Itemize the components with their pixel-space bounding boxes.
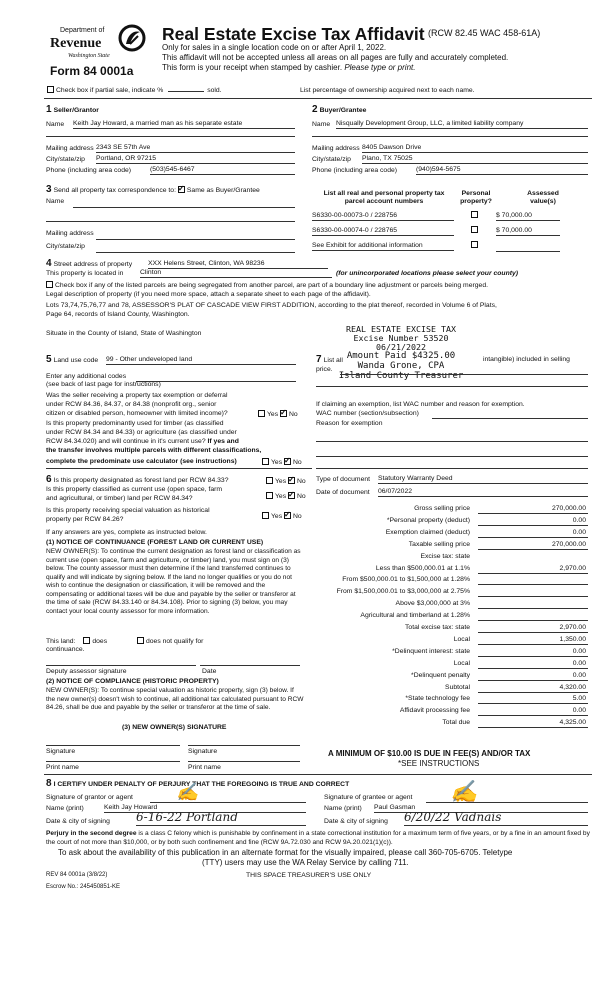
tax-row-value[interactable]: 4,320.00: [478, 684, 588, 693]
tax-row-value[interactable]: [478, 612, 588, 621]
additional-codes-label: Enter any additional codes: [46, 373, 127, 380]
parcel-row-3-number[interactable]: See Exhibit for additional information: [312, 242, 454, 251]
tax-row-label: Total due: [442, 719, 470, 727]
tax-row-value[interactable]: 2,970.00: [478, 624, 588, 633]
tax-row-value[interactable]: 0.00: [478, 707, 588, 716]
land-use-heading: 5 Land use code: [46, 354, 99, 365]
parcel-row-1-number[interactable]: S6330-00-00073-0 / 228756: [312, 212, 454, 221]
tax-row-value[interactable]: [478, 600, 588, 609]
availability-line1: To ask about the availability of this publication in an alternate format for the visually impaired, please call 360-705-6705. Teletype: [58, 848, 513, 857]
tax-row-label: Local: [453, 659, 470, 667]
tax-row: [312, 624, 588, 635]
form-title: Real Estate Excise Tax Affidavit: [162, 24, 425, 44]
forest-q2-no-checkbox[interactable]: [288, 492, 295, 499]
tax-row: [312, 576, 588, 587]
seller-city-field[interactable]: Portland, OR 97215: [96, 155, 295, 164]
buyer-name-field[interactable]: Nisqually Development Group, LLC, a limited liability company: [336, 120, 588, 129]
tax-row-value[interactable]: [478, 576, 588, 585]
tax-row-label: *Delinquent interest: state: [392, 647, 470, 655]
owner-print-name-label-1: Print name: [46, 764, 79, 771]
deputy-assessor-label: Deputy assessor signature: [46, 668, 127, 675]
correspondence-name-label: Name: [46, 198, 65, 205]
timber-no-checkbox[interactable]: [284, 458, 291, 465]
tax-row-label: From $500,000.01 to $1,500,000 at 1.28%: [342, 576, 470, 584]
form-number: Form 84 0001a: [50, 64, 134, 78]
forest-question-2-line2: and agricultural, or timber) land per RCW 84.34?: [46, 495, 193, 502]
tax-row-value[interactable]: 0.00: [478, 529, 588, 538]
tax-row: [312, 517, 588, 528]
tax-row-label: Local: [453, 635, 470, 643]
document-type-field[interactable]: Statutory Warranty Deed: [378, 475, 588, 484]
parcel-row-2-value[interactable]: $ 70,000.00: [496, 227, 560, 236]
timber-question-line5: complete the predominate use calculator (see instructions): [46, 458, 237, 465]
property-heading: 4 Street address of property: [46, 258, 133, 269]
perjury-notice: Perjury in the second degree is a class C felony which is punishable by confinement in a state correctional institution for a maximum term of five years, or by a fine in an amount fixed by the court of not more than $10,000, or by both such confinement and fine (RCW 9A.72.030 and RCW 9A.20.021(1)(c)).: [46, 830, 590, 846]
grantor-signature-label: Signature of grantor or agent: [46, 794, 133, 801]
forest-q3-yes-checkbox[interactable]: [262, 512, 269, 519]
exemption-no-checkbox[interactable]: [280, 410, 287, 417]
forest-question-2-line1: Is this property classified as current use (open space, farm: [46, 486, 223, 493]
timber-yes-checkbox[interactable]: [262, 458, 269, 465]
see-instructions-note: *SEE INSTRUCTIONS: [398, 759, 480, 768]
correspondence-heading: 3 Send all property tax correspondence to: ✓ Same as Buyer/Grantee: [46, 184, 260, 196]
tax-row-value[interactable]: [478, 588, 588, 597]
forest-q1-no-checkbox[interactable]: [288, 477, 295, 484]
notice-continuance-body: NEW OWNER(S): To continue the current designation as forest land or classification as current use (open space, farm and agriculture, or timber) land, you must sign on (3) below. The county assessor must then determine if the land transferred continues to qualify and will indicate by signing below. If the land no longer qualifies or you do not wish to continue the designation or classification, it will be removed and the compensating or additional taxes will be due and payable by the seller or transferor at the time of sale (RCW 84.33.140 or 84.34.108). Prior to signing (3) below, you may contact your local county assessor for more information.: [46, 548, 301, 615]
treasurer-use-label: THIS SPACE TREASURER'S USE ONLY: [246, 872, 372, 879]
grantor-date-label: Date & city of signing: [46, 818, 110, 825]
notice-compliance-body: NEW OWNER(S): To continue special valuation as historic property, sign (3) below. If the new owner(s) doesn't wish to continue, all additional tax calculated pursuant to RCW 84.26, shall be due and payable by the seller or transferor at the time of sale.: [46, 687, 304, 711]
tax-row-value[interactable]: 0.00: [478, 672, 588, 681]
timber-question-line4: the transfer involves multiple parcels with different classifications,: [46, 447, 262, 454]
tax-row-value[interactable]: 0.00: [478, 517, 588, 526]
tax-row: [312, 707, 588, 718]
segregated-row: Check box if any of the listed parcels are being segregated from another parcel, are part of a boundary line adjustment or parcels being merged.: [46, 281, 488, 290]
tax-row-value[interactable]: 5.00: [478, 695, 588, 704]
land-does-checkbox[interactable]: [83, 637, 90, 644]
tax-row-label: *Personal property (deduct): [386, 516, 470, 524]
grantee-name-label: Name (print): [324, 805, 362, 812]
buyer-heading: 2 Buyer/Grantee: [312, 104, 367, 115]
rcw-reference: (RCW 82.45 WAC 458-61A): [428, 28, 541, 38]
personal-property-price: price.: [316, 366, 333, 373]
tax-row-label: *Delinquent penalty: [411, 671, 470, 679]
treasurer-stamp: REAL ESTATE EXCISE TAX Excise Number 53520 06/21/2022 Amount Paid $4325.00 Wanda Grone, CPA Island County Treasurer: [338, 324, 464, 382]
land-does-not-checkbox[interactable]: [137, 637, 144, 644]
personal-property-text: intangible) included in selling: [483, 356, 570, 363]
tax-row-label: Affidavit processing fee: [399, 707, 470, 715]
timber-yes-no: Yes ✓ No: [262, 458, 302, 467]
tax-row-label: Total excise tax: state: [405, 624, 470, 631]
tax-row: [312, 505, 588, 516]
tax-row: [312, 660, 588, 671]
seller-phone-label: Phone (including area code): [46, 167, 132, 174]
certify-heading: 8 I CERTIFY UNDER PENALTY OF PERJURY THAT THE FOREGOING IS TRUE AND CORRECT: [46, 778, 350, 789]
segregated-checkbox[interactable]: [46, 281, 53, 288]
deputy-date-label: Date: [202, 668, 217, 675]
personal-property-heading: 7 List all: [316, 354, 343, 365]
tax-row-value[interactable]: [478, 553, 588, 562]
tax-row: [312, 612, 588, 623]
seller-mailing-field[interactable]: 2343 SE 57th Ave: [96, 144, 295, 153]
timber-question-line3: RCW 84.34.020) and will continue in it's current use? If yes and: [46, 438, 239, 445]
list-percentage-note: List percentage of ownership acquired next to each name.: [300, 87, 475, 94]
grantor-name-field[interactable]: Keith Jay Howard: [104, 804, 306, 813]
tax-row-label: Less than $500,000.01 at 1.1%: [375, 564, 470, 572]
forest-question-3-line1: Is this property receiving special valuation as historical: [46, 507, 210, 514]
located-in-field[interactable]: Clinton: [140, 269, 332, 278]
grantor-name-label: Name (print): [46, 805, 84, 812]
tax-row: [312, 565, 588, 576]
forest-q1-yes-checkbox[interactable]: [266, 477, 273, 484]
tax-row: [312, 684, 588, 695]
personal-col-header: Personal property?: [460, 190, 492, 205]
tax-row-value[interactable]: 2,970.00: [478, 565, 588, 574]
dept-line1: Department of: [60, 27, 105, 34]
same-as-buyer-checkbox[interactable]: [178, 186, 185, 193]
forest-q3-yes-no: Yes ✓ No: [262, 512, 302, 521]
buyer-phone-field[interactable]: (940)594-5675: [416, 166, 588, 175]
dept-line3: Washington State: [68, 53, 110, 59]
continuance-label: continuance.: [46, 646, 85, 653]
tax-row-label: Exemption claimed (deduct): [385, 528, 470, 536]
county-situate: Situate in the County of Island, State of Washington: [46, 330, 202, 337]
header-line2: This affidavit will not be accepted unless all areas on all pages are fully and accurately completed.: [162, 53, 509, 62]
notice-continuance-title: (1) NOTICE OF CONTINUANCE (FOREST LAND OR CURRENT USE): [46, 539, 264, 546]
tax-row-label: *State technology fee: [405, 695, 470, 703]
tax-row: [312, 600, 588, 611]
partial-sale-checkbox[interactable]: [47, 86, 54, 93]
unincorporated-note: (for unincorporated locations please select your county): [336, 270, 519, 277]
correspondence-city-label: City/state/zip: [46, 243, 85, 250]
if-yes-instruction: If any answers are yes, complete as instructed below.: [46, 529, 207, 536]
buyer-city-field[interactable]: Plano, TX 75025: [362, 155, 588, 164]
grantee-signature-label: Signature of grantee or agent: [324, 794, 413, 801]
document-date-field[interactable]: 06/07/2022: [378, 488, 588, 497]
parcel-row-1-value[interactable]: $ 70,000.00: [496, 212, 560, 221]
tax-row: [312, 529, 588, 540]
exemption-question-line3: citizen or disabled person, homeowner with limited income)?: [46, 410, 228, 417]
tax-row: [312, 636, 588, 647]
exemption-question-line1: Was the seller receiving a property tax exemption or deferral: [46, 392, 228, 399]
new-owner-signature-title: (3) NEW OWNER(S) SIGNATURE: [122, 724, 227, 731]
grantor-date-field[interactable]: 6-16-22 Portland: [136, 811, 306, 826]
forest-q3-no-checkbox[interactable]: [284, 512, 291, 519]
legal-description-line1: Lots 73,74,75,76,77 and 78, ASSESSOR'S PLAT OF CASCADE VIEW FIRST ADDITION, according to the plat thereof, recorded in Volume 6 of Plats,: [46, 302, 497, 309]
grantee-date-label: Date & city of signing: [324, 818, 388, 825]
tax-row-value[interactable]: 270,000.00: [478, 505, 588, 514]
tax-row-label: Agricultural and timberland at 1.28%: [360, 612, 470, 620]
tax-row: [312, 588, 588, 599]
document-type-label: Type of document: [316, 476, 371, 483]
seller-heading: 1 Seller/Grantor: [46, 104, 99, 115]
tax-row: [312, 648, 588, 659]
tax-row-value[interactable]: 0.00: [478, 660, 588, 669]
land-use-code-field[interactable]: 99 - Other undeveloped land: [106, 356, 296, 365]
grantee-signature-scribble: ✍: [450, 780, 478, 805]
tax-row-value[interactable]: 0.00: [478, 648, 588, 657]
this-land-row: This land: does does not qualify for: [46, 638, 204, 645]
tax-row-value[interactable]: 4,325.00: [478, 719, 588, 728]
buyer-name-label: Name: [312, 121, 331, 128]
seller-name-label: Name: [46, 121, 65, 128]
tax-row-label: Taxable selling price: [408, 540, 470, 548]
seller-city-label: City/state/zip: [46, 156, 85, 163]
tax-row: [312, 672, 588, 683]
tax-row-label: From $1,500,000.01 to $3,000,000 at 2.75%: [336, 588, 470, 596]
tax-row: [312, 541, 588, 552]
tax-row-value[interactable]: 1,350.00: [478, 636, 588, 645]
assessed-col-header: Assessed value(s): [527, 190, 559, 205]
tax-row: [312, 719, 588, 730]
revenue-logo-icon: [118, 24, 146, 52]
buyer-mailing-label: Mailing address: [312, 145, 360, 152]
partial-sale-row: Check box if partial sale, indicate % sold.: [47, 86, 222, 95]
exemption-yes-no: Yes ✓ No: [258, 410, 298, 419]
timber-question-line1: Is this property predominantly used for timber (as classified: [46, 420, 224, 427]
header-line1: Only for sales in a single location code on or after April 1, 2022.: [162, 43, 387, 52]
parcel-row-1-personal-checkbox[interactable]: [471, 211, 478, 218]
seller-mailing-label: Mailing address: [46, 145, 94, 152]
forest-question-3-line2: property per RCW 84.26?: [46, 516, 124, 523]
revision-label: REV 84 0001a (3/8/22): [46, 872, 108, 878]
forest-q1-yes-no: Yes ✓ No: [266, 477, 306, 486]
wac-number-label: WAC number (section/subsection): [316, 410, 419, 417]
correspondence-mailing-label: Mailing address: [46, 230, 94, 237]
owner-signature-label-1: Signature: [46, 748, 76, 755]
forest-q2-yes-checkbox[interactable]: [266, 492, 273, 499]
tax-row-label: Subtotal: [445, 683, 470, 691]
grantee-name-field[interactable]: Paul Gasman: [374, 804, 588, 813]
dept-line2: Revenue: [50, 36, 102, 51]
buyer-mailing-field[interactable]: 8405 Dawson Drive: [362, 144, 588, 153]
grantor-signature-scribble: ✍: [176, 782, 199, 803]
buyer-city-label: City/state/zip: [312, 156, 351, 163]
tax-row-label: Excise tax: state: [420, 552, 470, 560]
parcel-col-header: List all real and personal property tax parcel account numbers: [323, 190, 445, 205]
property-address-field[interactable]: XXX Helens Street, Clinton, WA 98236: [148, 260, 328, 269]
tax-row: [312, 553, 588, 564]
located-in-label: This property is located in: [46, 270, 124, 277]
tax-row-label: Gross selling price: [414, 505, 470, 512]
exemption-yes-checkbox[interactable]: [258, 410, 265, 417]
timber-question-line2: under RCW 84.34 and 84.33) or agriculture (as classified under: [46, 429, 237, 436]
forest-question-1: 6 Is this property designated as forest land per RCW 84.33?: [46, 474, 229, 485]
parcel-row-3-personal-checkbox[interactable]: [471, 241, 478, 248]
availability-line2: (TTY) users may use the WA Relay Service by calling 711.: [202, 858, 409, 867]
wac-instruction: If claiming an exemption, list WAC number and reason for exemption.: [316, 401, 525, 408]
buyer-phone-label: Phone (including area code): [312, 167, 398, 174]
grantee-date-field[interactable]: 6/20/22 Vadnais: [404, 811, 588, 826]
tax-row-label: Above $3,000,000 at 3%: [395, 600, 470, 608]
notice-compliance-title: (2) NOTICE OF COMPLIANCE (HISTORIC PROPERTY): [46, 678, 219, 685]
seller-name-field[interactable]: Keith Jay Howard, a married man as his separate estate: [73, 120, 295, 129]
exemption-question-line2: under RCW 84.36, 84.37, or 84.38 (nonprofit org., senior: [46, 401, 217, 408]
owner-signature-label-2: Signature: [188, 748, 218, 755]
see-back-note: (see back of last page for instructions): [46, 381, 161, 388]
legal-description-line2: Page 64, records of Island County, Washington.: [46, 311, 190, 318]
forest-q2-yes-no: Yes ✓ No: [266, 492, 306, 501]
tax-row-value[interactable]: 270,000.00: [478, 541, 588, 550]
tax-row: [312, 695, 588, 706]
reason-label: Reason for exemption: [316, 420, 383, 427]
document-date-label: Date of document: [316, 489, 370, 496]
legal-description-label: Legal description of property (if you need more space, attach a separate sheet to each page of the affidavit).: [46, 291, 371, 298]
parcel-row-2-personal-checkbox[interactable]: [471, 226, 478, 233]
owner-print-name-label-2: Print name: [188, 764, 221, 771]
seller-phone-field[interactable]: (503)545-6467: [150, 166, 295, 175]
parcel-row-2-number[interactable]: S6330-00-00074-0 / 228765: [312, 227, 454, 236]
escrow-number: Escrow No.: 245450851-KE: [46, 884, 121, 890]
header-line3: This form is your receipt when stamped by cashier. Please type or print.: [162, 63, 416, 72]
minimum-due-note: A MINIMUM OF $10.00 IS DUE IN FEE(S) AND/OR TAX: [328, 749, 531, 758]
